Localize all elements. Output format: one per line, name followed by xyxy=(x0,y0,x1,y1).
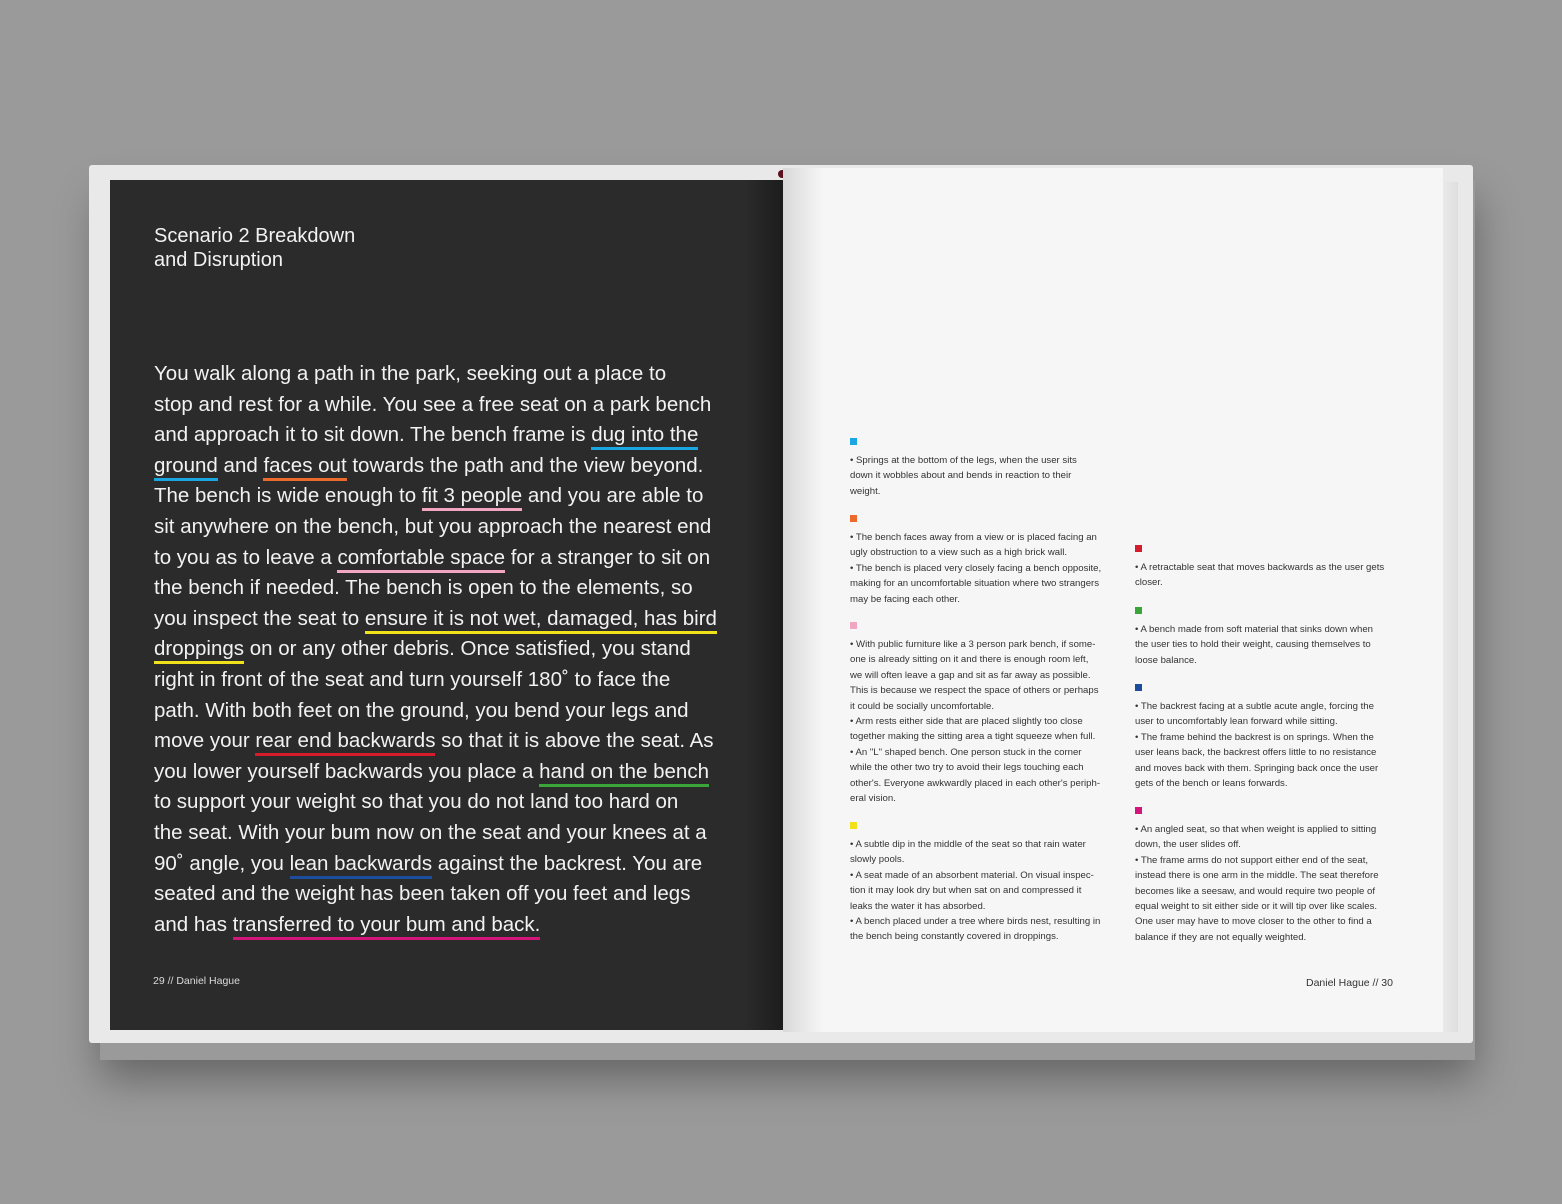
highlight-blue: ground xyxy=(154,454,218,481)
note-line: and moves back with them. Springing back once the user xyxy=(1135,762,1379,774)
title-line-2: and Disruption xyxy=(154,249,283,271)
body-line xyxy=(154,604,724,635)
green-color-marker xyxy=(1135,607,1142,614)
note-line: tion it may look dry but when sat on and compressed it xyxy=(850,885,1082,897)
body-line xyxy=(154,359,724,390)
note-line: • A retractable seat that moves backwards as the user gets xyxy=(1135,562,1385,573)
note-line: This is because we respect the space of others or perhaps xyxy=(850,685,1099,697)
note-line: • Arm rests either side that are placed slightly too close xyxy=(850,716,1083,728)
body-text-segment: and xyxy=(217,453,264,477)
note-line: • The frame behind the backrest is on springs. When the xyxy=(1135,731,1374,743)
body-line xyxy=(154,573,724,604)
body-line xyxy=(154,634,724,665)
body-line xyxy=(154,665,724,696)
note-line: • A seat made of an absorbent material. On visual inspec- xyxy=(850,869,1094,881)
note-line: while the other two try to avoid their legs touching each xyxy=(850,762,1084,774)
note-line: eral vision. xyxy=(850,793,896,805)
yellow-color-marker xyxy=(850,822,857,829)
magenta-color-marker xyxy=(1135,807,1142,814)
page-folio-left: 29 // Daniel Hague xyxy=(153,975,240,987)
body-text-segment: you inspect the seat to xyxy=(154,606,365,630)
note-magenta xyxy=(1135,807,1405,945)
body-text-segment: so that it is above the seat. As xyxy=(435,729,714,753)
body-text-segment: 90˚ angle, you xyxy=(154,851,290,875)
note-line: • A bench made from soft material that sinks down when xyxy=(1135,624,1373,635)
highlight-magenta: transferred to your bum and back. xyxy=(233,913,541,940)
body-line xyxy=(154,757,724,788)
highlight-yellow: droppings xyxy=(154,637,244,664)
body-text-segment: stop and rest for a while. You see a free seat on a park bench xyxy=(154,392,712,416)
highlight-navy: lean backwards xyxy=(290,852,432,879)
body-text-segment: the seat. With your bum now on the seat and your knees at a xyxy=(154,820,707,844)
body-text-segment: move your xyxy=(154,729,256,753)
note-line: • Springs at the bottom of the legs, when the user sits xyxy=(850,455,1077,466)
body-text-segment: and you are able to xyxy=(522,484,704,508)
note-line: we will often leave a gap and sit as far away as possible. xyxy=(850,669,1091,681)
note-line: equal weight to sit either side or it will tip over like scales. xyxy=(1135,901,1378,913)
note-line: leaks the water it has absorbed. xyxy=(850,900,986,912)
body-line xyxy=(154,543,724,574)
note-line: down, the user slides off. xyxy=(1135,839,1241,851)
note-blue xyxy=(850,438,1120,499)
body-line xyxy=(154,390,724,421)
red-color-marker xyxy=(1135,545,1142,552)
highlight-pink: comfortable space xyxy=(337,546,505,573)
highlight-pink: fit 3 people xyxy=(422,484,522,511)
body-line xyxy=(154,481,724,512)
note-green xyxy=(1135,607,1405,668)
body-text-segment: towards the path and the view beyond. xyxy=(346,453,704,477)
pink-color-marker xyxy=(850,622,857,629)
body-line xyxy=(154,910,724,941)
body-text-segment: the bench if needed. The bench is open to the elements, so xyxy=(154,576,693,600)
body-text-segment: sit anywhere on the bench, but you approach the nearest end xyxy=(154,514,712,538)
body-text-segment: on or any other debris. Once satisfied, you stand xyxy=(244,637,691,661)
body-text-segment: against the backrest. You are xyxy=(432,851,703,875)
body-text-segment: The bench is wide enough to xyxy=(154,484,422,508)
blue-color-marker xyxy=(850,438,857,445)
note-line: the user ties to hold their weight, causing themselves to xyxy=(1135,639,1371,651)
note-line: • A subtle dip in the middle of the seat so that rain water xyxy=(850,839,1086,850)
note-line: together making the sitting area a tight squeeze when full. xyxy=(850,731,1096,743)
note-line: loose balance. xyxy=(1135,654,1197,666)
note-line: it could be socially uncomfortable. xyxy=(850,700,994,712)
highlight-orange: faces out xyxy=(263,454,346,481)
note-navy xyxy=(1135,684,1405,791)
note-line: One user may have to move closer to the other to find a xyxy=(1135,916,1372,928)
body-text-segment: to you as to leave a xyxy=(154,545,338,569)
note-line: down it wobbles about and bends in reaction to their xyxy=(850,470,1072,482)
note-line: one is already sitting on it and there is enough room left, xyxy=(850,654,1089,666)
note-line: closer. xyxy=(1135,577,1163,589)
body-text-segment: to support your weight so that you do not land too hard on xyxy=(154,790,679,814)
title-line-1: Scenario 2 Breakdown xyxy=(154,225,356,247)
highlight-red: rear end backwards xyxy=(255,729,435,756)
note-line: • An "L" shaped bench. One person stuck in the corner xyxy=(850,746,1082,758)
body-line xyxy=(154,879,724,910)
note-line: instead there is one arm in the middle. The seat therefore xyxy=(1135,870,1379,882)
note-yellow xyxy=(850,822,1120,945)
note-line: user to uncomfortably lean forward while sitting. xyxy=(1135,716,1338,728)
body-line xyxy=(154,849,724,880)
body-text-segment: and approach it to sit down. The bench frame is xyxy=(154,423,592,447)
note-line: • A bench placed under a tree where birds nest, resulting in xyxy=(850,916,1101,928)
note-orange xyxy=(850,515,1120,607)
body-line xyxy=(154,726,724,757)
note-line: • The frame arms do not support either end of the seat, xyxy=(1135,854,1369,866)
note-line: ugly obstruction to a view such as a high brick wall. xyxy=(850,547,1068,559)
note-line: • With public furniture like a 3 person park bench, if some- xyxy=(850,639,1096,650)
body-text-segment: for a stranger to sit on xyxy=(505,545,711,569)
body-text-segment: right in front of the seat and turn yourself 180˚ to face the xyxy=(154,667,671,691)
page-title xyxy=(154,224,355,272)
note-red xyxy=(1135,545,1405,591)
note-line: • The bench is placed very closely facing a bench opposite, xyxy=(850,562,1102,574)
note-line: weight. xyxy=(850,485,881,497)
highlight-yellow: ensure it is not wet, damaged, has bird xyxy=(365,607,717,634)
note-line: may be facing each other. xyxy=(850,593,960,605)
note-line: balance if they are not equally weighted. xyxy=(1135,931,1307,943)
body-text-segment: You walk along a path in the park, seeking out a place to xyxy=(154,362,667,385)
note-line: • An angled seat, so that when weight is applied to sitting xyxy=(1135,824,1377,835)
note-line: • The backrest facing at a subtle acute angle, forcing the xyxy=(1135,701,1374,712)
body-text-segment: path. With both feet on the ground, you bend your legs and xyxy=(154,698,689,722)
note-line: slowly pools. xyxy=(850,854,905,866)
body-line xyxy=(154,787,724,818)
note-line: the bench being constantly covered in droppings. xyxy=(850,931,1059,943)
page-folio-right: Daniel Hague // 30 xyxy=(1306,977,1393,989)
note-line: becomes like a seesaw, and would require two people of xyxy=(1135,885,1375,897)
body-text-segment: and has xyxy=(154,912,233,936)
body-line xyxy=(154,420,724,451)
orange-color-marker xyxy=(850,515,857,522)
body-line xyxy=(154,451,724,482)
body-text-segment: you lower yourself backwards you place a xyxy=(154,759,540,783)
highlight-green: hand on the bench xyxy=(539,760,709,787)
note-line: making for an uncomfortable situation where two strangers xyxy=(850,578,1100,590)
note-pink xyxy=(850,622,1120,806)
body-line xyxy=(154,696,724,727)
navy-color-marker xyxy=(1135,684,1142,691)
body-line xyxy=(154,512,724,543)
note-line: • The bench faces away from a view or is placed facing an xyxy=(850,532,1097,543)
scenario-body-text xyxy=(154,359,724,940)
body-line xyxy=(154,818,724,849)
body-text-segment: seated and the weight has been taken off you feet and legs xyxy=(154,882,691,906)
note-line: gets of the bench or leans forwards. xyxy=(1135,778,1288,790)
note-line: other's. Everyone awkwardly placed in each other's periph- xyxy=(850,777,1101,789)
highlight-blue: dug into the xyxy=(591,423,698,450)
note-line: user leans back, the backrest offers little to no resistance xyxy=(1135,747,1377,759)
